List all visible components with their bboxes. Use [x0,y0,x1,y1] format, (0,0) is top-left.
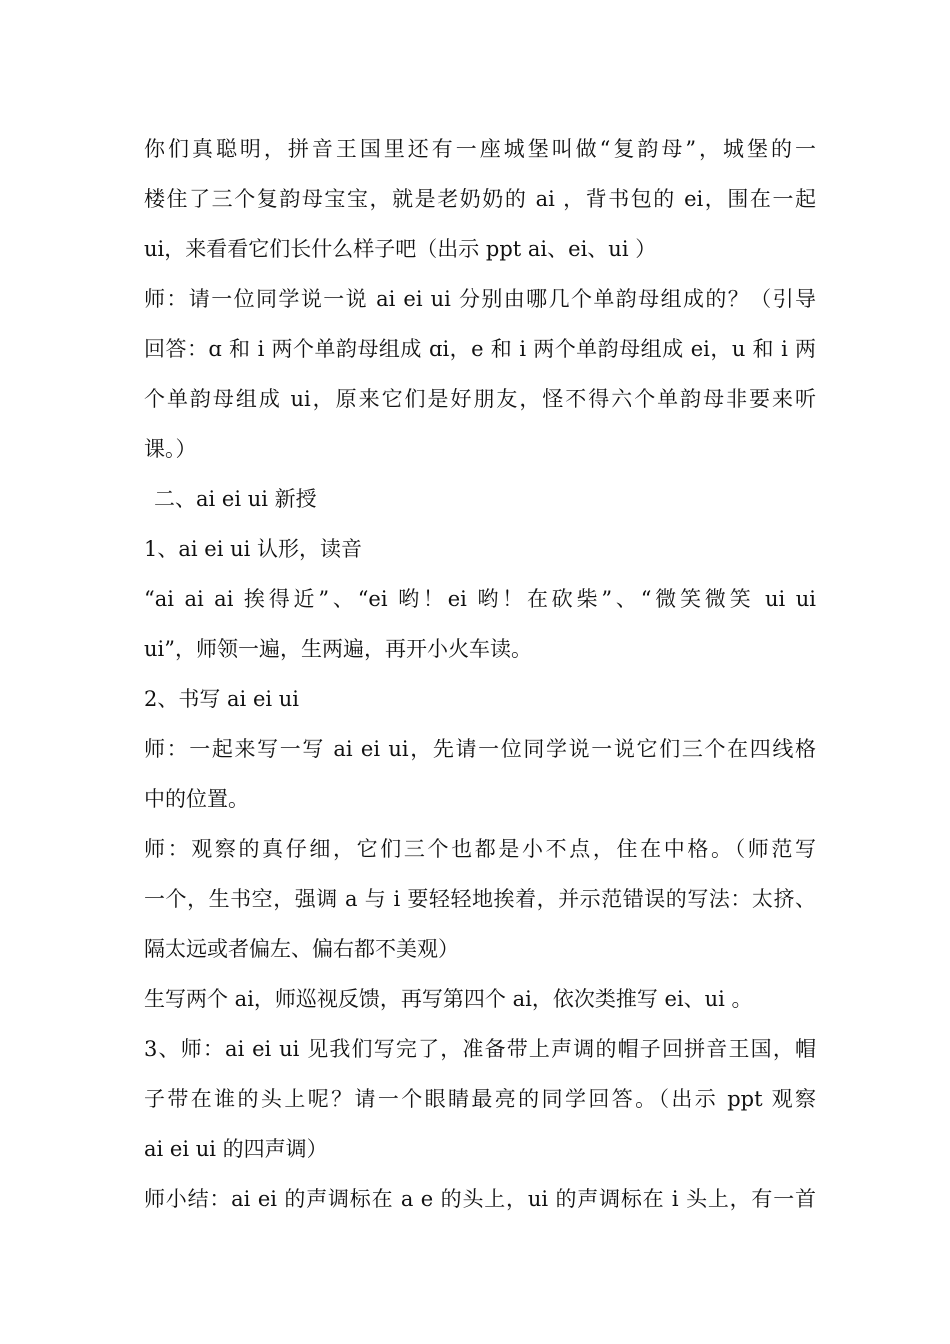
section-heading: 二、ai ei ui 新授 [154,487,317,511]
paragraph-line: 个单韵母组成 ui，原来它们是好朋友，怪不得六个单韵母非要来听 [144,387,816,411]
paragraph-line: ui，来看看它们长什么样子吧（出示 ppt ai、ei、ui ） [144,237,657,261]
paragraph-line: 隔太远或者偏左、偏右都不美观） [144,937,459,961]
paragraph-line: “ai ai ai 挨得近”、“ei 哟！ei 哟！在砍柴”、“微笑微笑 ui ui [144,587,816,611]
paragraph-line: 中的位置。 [144,787,249,811]
paragraph-line: 生写两个 ai，师巡视反馈，再写第四个 ai，依次类推写 ei、ui 。 [144,987,753,1011]
paragraph-line: 师小结：ai ei 的声调标在 a e 的头上，ui 的声调标在 i 头上，有一首 [144,1187,816,1211]
subsection-heading: 2、书写 ai ei ui [144,687,300,711]
document-body [144,124,816,1224]
paragraph-line: 子带在谁的头上呢？请一个眼睛最亮的同学回答。（出示 ppt 观察 [144,1087,816,1111]
paragraph-line: 你们真聪明，拼音王国里还有一座城堡叫做“复韵母”，城堡的一 [144,137,816,161]
paragraph-line: 一个，生书空，强调 a 与 i 要轻轻地挨着，并示范错误的写法：太挤、 [144,887,816,911]
paragraph-line: 师：请一位同学说一说 ai ei ui 分别由哪几个单韵母组成的？（引导 [144,287,816,311]
paragraph-line: 回答：ɑ 和 i 两个单韵母组成 ɑi，e 和 i 两个单韵母组成 ei，u 和 i 两 [144,337,816,361]
paragraph-line: ai ei ui 的四声调） [144,1137,328,1161]
paragraph-line: ui”，师领一遍，生两遍，再开小火车读。 [144,637,532,661]
paragraph-line: 楼住了三个复韵母宝宝，就是老奶奶的 ai ，背书包的 ei，围在一起 [144,187,816,211]
paragraph-line: 课。） [144,437,197,461]
paragraph-line: 3、师：ai ei ui 见我们写完了，准备带上声调的帽子回拼音王国，帽 [144,1037,816,1061]
paragraph-line: 师：一起来写一写 ai ei ui，先请一位同学说一说它们三个在四线格 [144,737,816,761]
subsection-heading: 1、ai ei ui 认形，读音 [144,537,363,561]
paragraph-line: 师：观察的真仔细，它们三个也都是小不点，住在中格。（师范写 [144,837,816,861]
